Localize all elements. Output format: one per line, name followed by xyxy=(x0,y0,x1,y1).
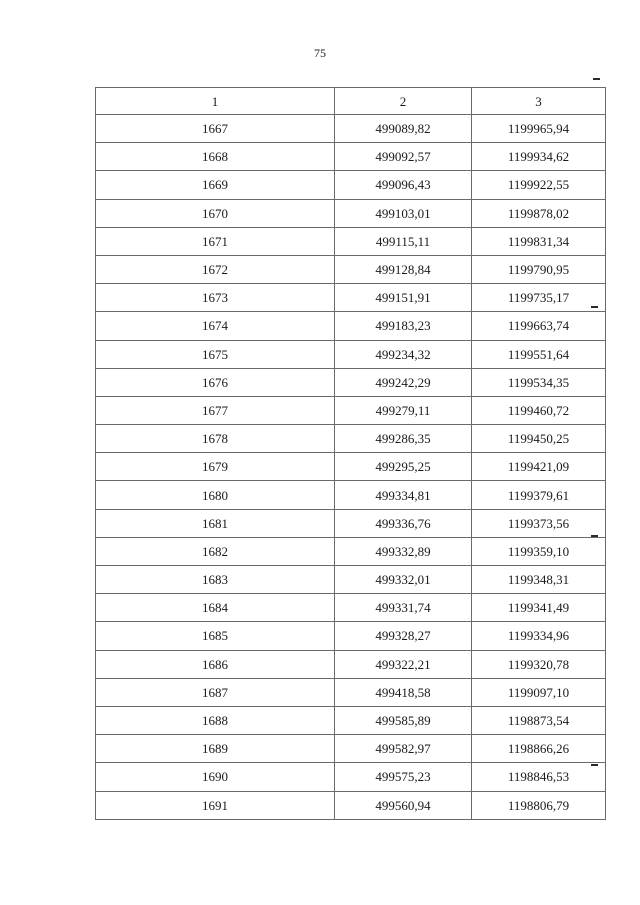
x-coordinate-cell: 499286,35 xyxy=(335,425,472,453)
x-coordinate-cell: 499332,89 xyxy=(335,537,472,565)
x-coordinate-cell: 499096,43 xyxy=(335,171,472,199)
table-row xyxy=(96,509,606,537)
y-coordinate-cell: 1199735,17 xyxy=(472,284,606,312)
x-coordinate-cell: 499103,01 xyxy=(335,199,472,227)
y-coordinate-cell: 1199373,56 xyxy=(472,509,606,537)
table-row xyxy=(96,199,606,227)
table-row xyxy=(96,368,606,396)
table-row xyxy=(96,425,606,453)
coordinates-table xyxy=(95,87,606,820)
x-coordinate-cell: 499322,21 xyxy=(335,650,472,678)
point-number-cell: 1689 xyxy=(96,735,335,763)
point-number-cell: 1686 xyxy=(96,650,335,678)
table-row xyxy=(96,396,606,424)
column-header: 1 xyxy=(96,88,335,115)
point-number-cell: 1671 xyxy=(96,227,335,255)
point-number-cell: 1690 xyxy=(96,763,335,791)
y-coordinate-cell: 1199348,31 xyxy=(472,566,606,594)
table-row xyxy=(96,481,606,509)
table-row xyxy=(96,706,606,734)
table-row xyxy=(96,312,606,340)
point-number-cell: 1687 xyxy=(96,678,335,706)
table-row xyxy=(96,453,606,481)
x-coordinate-cell: 499234,32 xyxy=(335,340,472,368)
point-number-cell: 1669 xyxy=(96,171,335,199)
x-coordinate-cell: 499151,91 xyxy=(335,284,472,312)
table-row xyxy=(96,650,606,678)
table-row xyxy=(96,735,606,763)
point-number-cell: 1682 xyxy=(96,537,335,565)
table-row xyxy=(96,115,606,143)
x-coordinate-cell: 499242,29 xyxy=(335,368,472,396)
point-number-cell: 1685 xyxy=(96,622,335,650)
point-number-cell: 1673 xyxy=(96,284,335,312)
y-coordinate-cell: 1199965,94 xyxy=(472,115,606,143)
point-number-cell: 1684 xyxy=(96,594,335,622)
point-number-cell: 1677 xyxy=(96,396,335,424)
y-coordinate-cell: 1199450,25 xyxy=(472,425,606,453)
table-row xyxy=(96,678,606,706)
table-row xyxy=(96,791,606,819)
y-coordinate-cell: 1199551,64 xyxy=(472,340,606,368)
point-number-cell: 1680 xyxy=(96,481,335,509)
point-number-cell: 1676 xyxy=(96,368,335,396)
point-number-cell: 1668 xyxy=(96,143,335,171)
y-coordinate-cell: 1199359,10 xyxy=(472,537,606,565)
y-coordinate-cell: 1199790,95 xyxy=(472,255,606,283)
y-coordinate-cell: 1199934,62 xyxy=(472,143,606,171)
table-header-row xyxy=(96,88,606,115)
point-number-cell: 1674 xyxy=(96,312,335,340)
point-number-cell: 1670 xyxy=(96,199,335,227)
x-coordinate-cell: 499092,57 xyxy=(335,143,472,171)
x-coordinate-cell: 499575,23 xyxy=(335,763,472,791)
table-row xyxy=(96,143,606,171)
table-row xyxy=(96,255,606,283)
x-coordinate-cell: 499279,11 xyxy=(335,396,472,424)
y-coordinate-cell: 1199097,10 xyxy=(472,678,606,706)
y-coordinate-cell: 1199334,96 xyxy=(472,622,606,650)
y-coordinate-cell: 1199379,61 xyxy=(472,481,606,509)
x-coordinate-cell: 499418,58 xyxy=(335,678,472,706)
y-coordinate-cell: 1199663,74 xyxy=(472,312,606,340)
x-coordinate-cell: 499336,76 xyxy=(335,509,472,537)
page-number: 75 xyxy=(314,46,326,60)
point-number-cell: 1667 xyxy=(96,115,335,143)
column-header: 3 xyxy=(472,88,606,115)
y-coordinate-cell: 1199922,55 xyxy=(472,171,606,199)
x-coordinate-cell: 499332,01 xyxy=(335,566,472,594)
y-coordinate-cell: 1199878,02 xyxy=(472,199,606,227)
point-number-cell: 1688 xyxy=(96,706,335,734)
x-coordinate-cell: 499295,25 xyxy=(335,453,472,481)
table-row xyxy=(96,622,606,650)
y-coordinate-cell: 1199341,49 xyxy=(472,594,606,622)
x-coordinate-cell: 499128,84 xyxy=(335,255,472,283)
x-coordinate-cell: 499183,23 xyxy=(335,312,472,340)
x-coordinate-cell: 499582,97 xyxy=(335,735,472,763)
x-coordinate-cell: 499585,89 xyxy=(335,706,472,734)
point-number-cell: 1681 xyxy=(96,509,335,537)
y-coordinate-cell: 1198806,79 xyxy=(472,791,606,819)
table-row xyxy=(96,537,606,565)
point-number-cell: 1683 xyxy=(96,566,335,594)
x-coordinate-cell: 499331,74 xyxy=(335,594,472,622)
point-number-cell: 1672 xyxy=(96,255,335,283)
point-number-cell: 1675 xyxy=(96,340,335,368)
y-coordinate-cell: 1198866,26 xyxy=(472,735,606,763)
point-number-cell: 1679 xyxy=(96,453,335,481)
y-coordinate-cell: 1199460,72 xyxy=(472,396,606,424)
table-row xyxy=(96,594,606,622)
column-header: 2 xyxy=(335,88,472,115)
y-coordinate-cell: 1198873,54 xyxy=(472,706,606,734)
y-coordinate-cell: 1198846,53 xyxy=(472,763,606,791)
table-row xyxy=(96,284,606,312)
point-number-cell: 1691 xyxy=(96,791,335,819)
x-coordinate-cell: 499115,11 xyxy=(335,227,472,255)
y-coordinate-cell: 1199320,78 xyxy=(472,650,606,678)
x-coordinate-cell: 499089,82 xyxy=(335,115,472,143)
x-coordinate-cell: 499560,94 xyxy=(335,791,472,819)
table-row xyxy=(96,340,606,368)
margin-mark xyxy=(593,78,600,80)
y-coordinate-cell: 1199421,09 xyxy=(472,453,606,481)
x-coordinate-cell: 499328,27 xyxy=(335,622,472,650)
table-row xyxy=(96,566,606,594)
table-row xyxy=(96,227,606,255)
x-coordinate-cell: 499334,81 xyxy=(335,481,472,509)
table-row xyxy=(96,171,606,199)
table-row xyxy=(96,763,606,791)
point-number-cell: 1678 xyxy=(96,425,335,453)
y-coordinate-cell: 1199831,34 xyxy=(472,227,606,255)
y-coordinate-cell: 1199534,35 xyxy=(472,368,606,396)
